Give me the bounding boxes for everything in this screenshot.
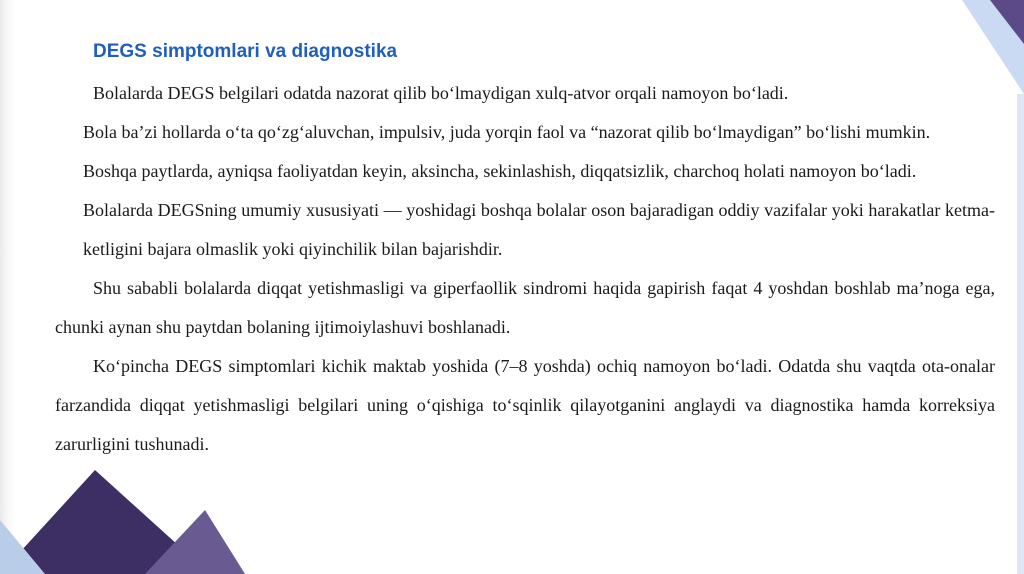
paragraph-1: Bolalarda DEGS belgilari odatda nazorat qilib bo‘lmaydigan xulq-atvor orqali namoyon bo‘ladi. bbox=[93, 83, 789, 103]
paragraph-3: Boshqa paytlarda, ayniqsa faoliyatdan keyin, aksincha, sekinlashish, diqqatsizlik, charchoq holati namoyon bo‘ladi. bbox=[83, 161, 917, 181]
slide-title: DEGS simptomlari va diagnostika bbox=[93, 41, 398, 62]
paragraph-4: Bolalarda DEGSning umumiy xususiyati — yoshidagi boshqa bolalar oson bajaradigan oddiy vazifalar yoki harakatlar ketma-ketligini bajara olmaslik yoki qiyinchilik bilan bajarishdir. bbox=[83, 200, 995, 259]
paragraph-6: Ko‘pincha DEGS simptomlari kichik maktab yoshida (7–8 yoshda) ochiq namoyon bo‘ladi. Odatda shu vaqtda ota-onalar farzandida diqqat yetishmasligi belgilari uning o‘qishiga to‘sqinlik qilayotganini anglaydi va diagnostika hamda korreksiya zarurligini tushunadi. bbox=[55, 356, 995, 454]
slide-content bbox=[55, 30, 995, 464]
paragraph-2: Bola ba’zi hollarda o‘ta qo‘zg‘aluvchan, impulsiv, juda yorqin faol va “nazorat qilib bo‘lmaydigan” bo‘lishi mumkin. bbox=[83, 122, 931, 142]
paragraph-5: Shu sababli bolalarda diqqat yetishmasligi va giperfaollik sindromi haqida gapirish faqat 4 yoshdan boshlab ma’noga ega, chunki aynan shu paytdan bolaning ijtimoiylashuvi boshlanadi. bbox=[55, 278, 995, 337]
